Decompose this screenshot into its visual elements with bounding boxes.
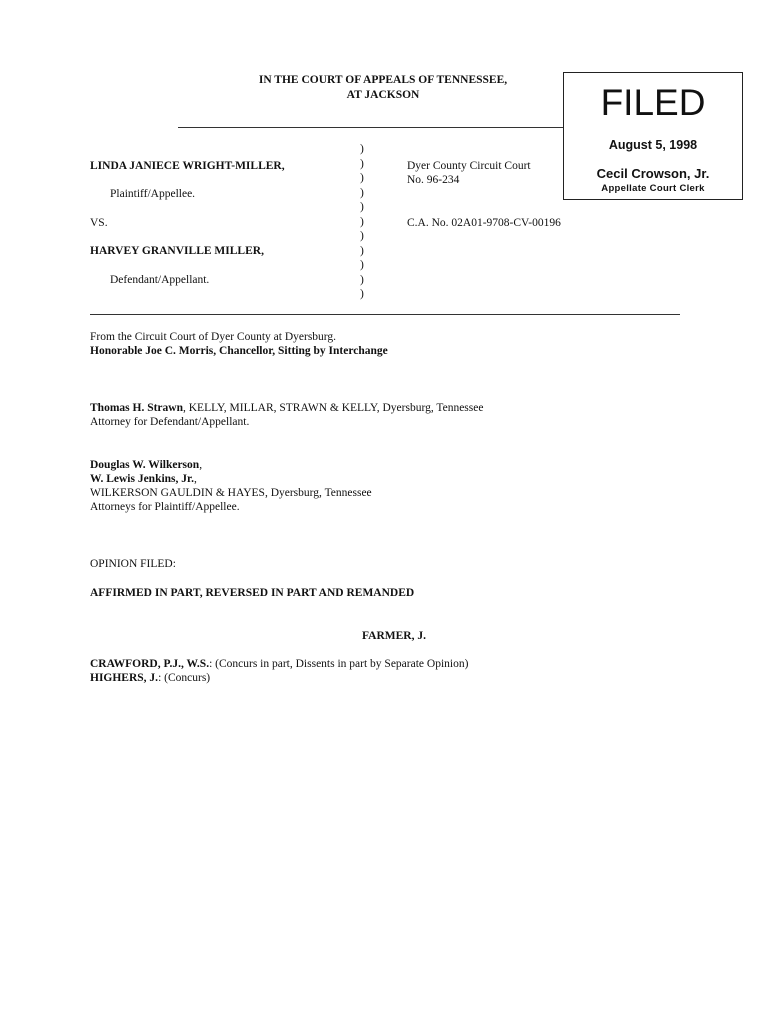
plaintiff-counsel-2: W. Lewis Jenkins, Jr.,	[90, 473, 197, 485]
trial-court: Dyer County Circuit Court	[407, 160, 531, 172]
paren: )	[360, 230, 364, 242]
plaintiff-role: Plaintiff/Appellee.	[110, 188, 196, 200]
plaintiff-counsel-1: Douglas W. Wilkerson,	[90, 459, 203, 471]
plaintiff-name: LINDA JANIECE WRIGHT-MILLER,	[90, 160, 285, 172]
filed-stamp-title: FILED	[600, 82, 706, 123]
defendant-role: Defendant/Appellant.	[110, 274, 210, 286]
filed-stamp-clerk-name: Cecil Crowson, Jr.	[596, 166, 710, 181]
defendant-counsel-name: Thomas H. Strawn	[90, 402, 183, 414]
paren: )	[360, 259, 364, 271]
paren: )	[360, 186, 364, 199]
paren: )	[360, 172, 364, 184]
opinion-filed-label: OPINION FILED:	[90, 558, 176, 570]
plaintiff-counsel-role: Attorneys for Plaintiff/Appellee.	[90, 501, 240, 513]
filed-stamp	[563, 72, 743, 200]
filed-stamp-date: August 5, 1998	[608, 138, 698, 152]
opinion-disposition: AFFIRMED IN PART, REVERSED IN PART AND REMANDED	[90, 587, 415, 599]
paren: )	[360, 215, 364, 228]
opinion-author: FARMER, J.	[362, 630, 426, 642]
trial-case-number: No. 96-234	[407, 174, 460, 186]
defendant-counsel-role: Attorney for Defendant/Appellant.	[90, 416, 250, 428]
plaintiff-counsel-firm: WILKERSON GAULDIN & HAYES, Dyersburg, Tennessee	[90, 487, 372, 499]
court-location: AT JACKSON	[346, 89, 420, 101]
judge-highers: HIGHERS, J.: (Concurs)	[90, 672, 211, 684]
defendant-counsel-firm: , KELLY, MILLAR, STRAWN & KELLY, Dyersburg, Tennessee	[182, 402, 484, 414]
paren: )	[360, 244, 364, 257]
caption-paren-column	[360, 142, 370, 302]
origin-judge: Honorable Joe C. Morris, Chancellor, Sitting by Interchange	[90, 345, 388, 357]
caption-divider	[90, 314, 680, 315]
appeal-case-number: C.A. No. 02A01-9708-CV-00196	[407, 217, 561, 229]
paren: )	[360, 288, 364, 300]
paren: )	[360, 201, 364, 213]
court-name: IN THE COURT OF APPEALS OF TENNESSEE,	[258, 74, 508, 86]
header-divider	[178, 127, 592, 128]
court-header	[178, 73, 588, 103]
judge-crawford: CRAWFORD, P.J., W.S.: (Concurs in part, Dissents in part by Separate Opinion)	[90, 658, 469, 670]
paren: )	[360, 273, 364, 286]
paren: )	[360, 157, 364, 170]
versus-label: VS.	[90, 217, 108, 229]
defendant-name: HARVEY GRANVILLE MILLER,	[90, 245, 264, 257]
defendant-counsel	[90, 402, 483, 414]
origin-court: From the Circuit Court of Dyer County at Dyersburg.	[90, 331, 337, 343]
paren: )	[360, 143, 364, 155]
filed-stamp-clerk-title: Appellate Court Clerk	[601, 183, 705, 194]
